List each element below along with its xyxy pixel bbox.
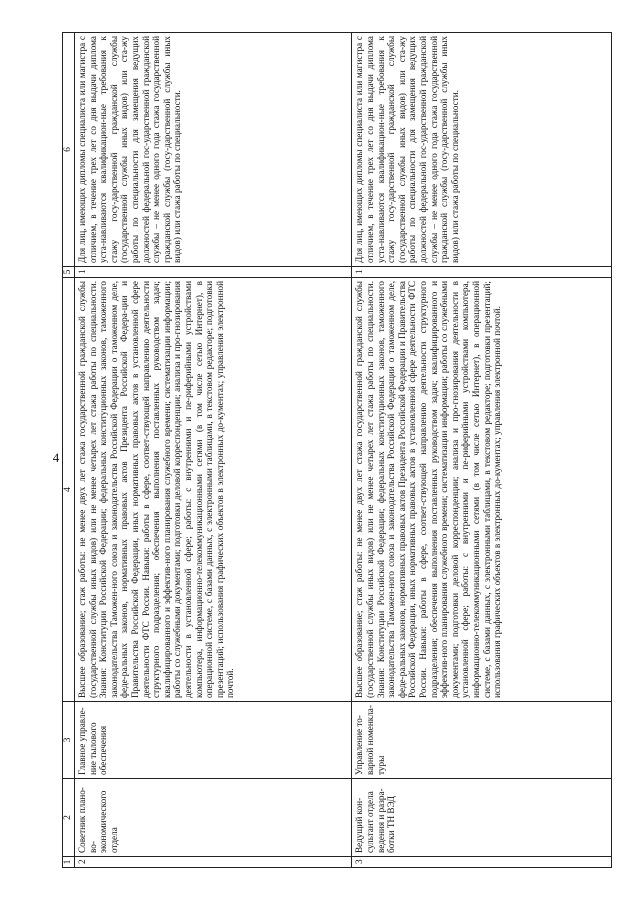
department-name: Главное управле-ние тылового обеспечения [75,702,352,779]
column-header-3: 3 [63,702,75,779]
department-name: Управление то-варной номенкла-туры [352,702,612,779]
qualification-requirements: Высшее образование; стаж работы: не менее двух лет стажа государственной гражданской службы (государственной службы иных видов) или не менее четырех лет стажа работы по специальности. Знания: Конституции Российской Федерации; федеральных конституционных законов, таможенного законодательства Таможен-ного союза и законодательства Российской Федерации о таможенном деле, феде-ральных законов, нормативных правовых актов Президента Российской Федера-ции и Правительства Российской Федерации, иных нормативных правовых актов в установленной сфере деятельности ФТС России. Навыки: работы в сфере, соответ-ствующей направлению деятельности структурного подразделения; обеспечения выполнения поставленных руководством задач; квалифицированного и эффектив-ного планирования служебного времени; систематизации информации; работы со служебными документами; подготовки деловой корреспонденции; анализа и про-гнозирования деятельности в установленной сфере; работы: с внутренними и пе-риферийными устройствами компьютера, информационно-телекоммуникационными сетями (в том числе сетью Интернет), в операционной системе, с базами данных, с электронными таблицами, в текстовом редакторе; подготовки презентаций; использования графических объектов в электронных до-кументах; управления электронной почтой. [75,278,352,702]
column-header-1: 1 [63,857,75,868]
note-text: Для лиц, имеющих дипломы специалиста или магистра с отличием, в течение трех лет со дня выдачи диплома уста-навливаются квалификацион-ные требования к стажу госу-дарственной гражданской службы (государственной службы иных видов) или ста-жу работы по специальности для замещения ведущих должностей федеральной гос-ударственной гражданской службы – не менее одного года стажа государственной гражданской службы (госу-дарственной службы иных видов) или стажа работы по специальности. [352,33,612,267]
vacancy-table [62,32,612,868]
column-header-6: 6 [63,33,75,267]
rotated-table-sheet [62,33,612,868]
qualification-requirements: Высшее образование; стаж работы: не менее двух лет стажа государственной гражданской службы (государственной службы иных видов) или не менее четырех лет стажа работы по специальности. Знания: Конституции Российской Федерации; федеральных конституционных законов, таможенного законодательства Таможен-ного союза и законодательства Российской Федерации о таможенном деле, феде-ральных законов, нормативных правовых актов Президента Российской Федерации и Правительства Российской Федерации, иных нормативных правовых актов в установленной сфере деятельности ФТС России. Навыки: работы в сфере, соответ-ствующей направлению деятельности структурного подразделения; обеспечения выполнения поставленных руководством задач; квалифицированного и эффектив-ного планирования служебного времени; систематизации информации; работы со служебными документами; подготовки деловой корреспонденции; анализа и про-гнозирования деятельности в установленной сфере; работы: с внутренними и пе-риферийными устройствами компьютера, информационно-телекоммуникационными сетями (в том числе сетью Интернет), в операционной системе, с базами данных, с электронными таблицами, в текстовом редакторе; подготовки презентаций; использования графических объектов в электронных до-кументах; управления электронной почтой. [352,278,612,702]
position-title: Ведущий кон-сультант отдела ведения и разра-ботки ТН ВЭД [352,779,612,857]
row-number: 3 [352,857,612,868]
column-header-5: 5 [63,267,75,278]
position-count: 1 [352,267,612,278]
note-text: Для лиц, имеющих дипломы специалиста или магистра с отличием, в течение трех лет со дня выдачи диплома уста-навливаются квалификацион-ные требования к стажу госу-дарственной гражданской службы (государственной службы иных видов) или ста-жу работы по специальности для замещения ведущих должностей федеральной гос-ударственной гражданской службы – не менее одного года стажа государственной гражданской службы (госу-дарственной службы иных видов) или стажа работы по специальности. [75,33,352,267]
column-header-4: 4 [63,278,75,702]
table-row [75,33,352,868]
page-number: 4 [52,450,60,465]
position-count: 1 [75,267,352,278]
header-row [63,33,75,868]
position-title: Советник плано-во-экономического отдела [75,779,352,857]
row-number: 2 [75,857,352,868]
table-row [352,33,612,868]
column-header-2: 2 [63,779,75,857]
